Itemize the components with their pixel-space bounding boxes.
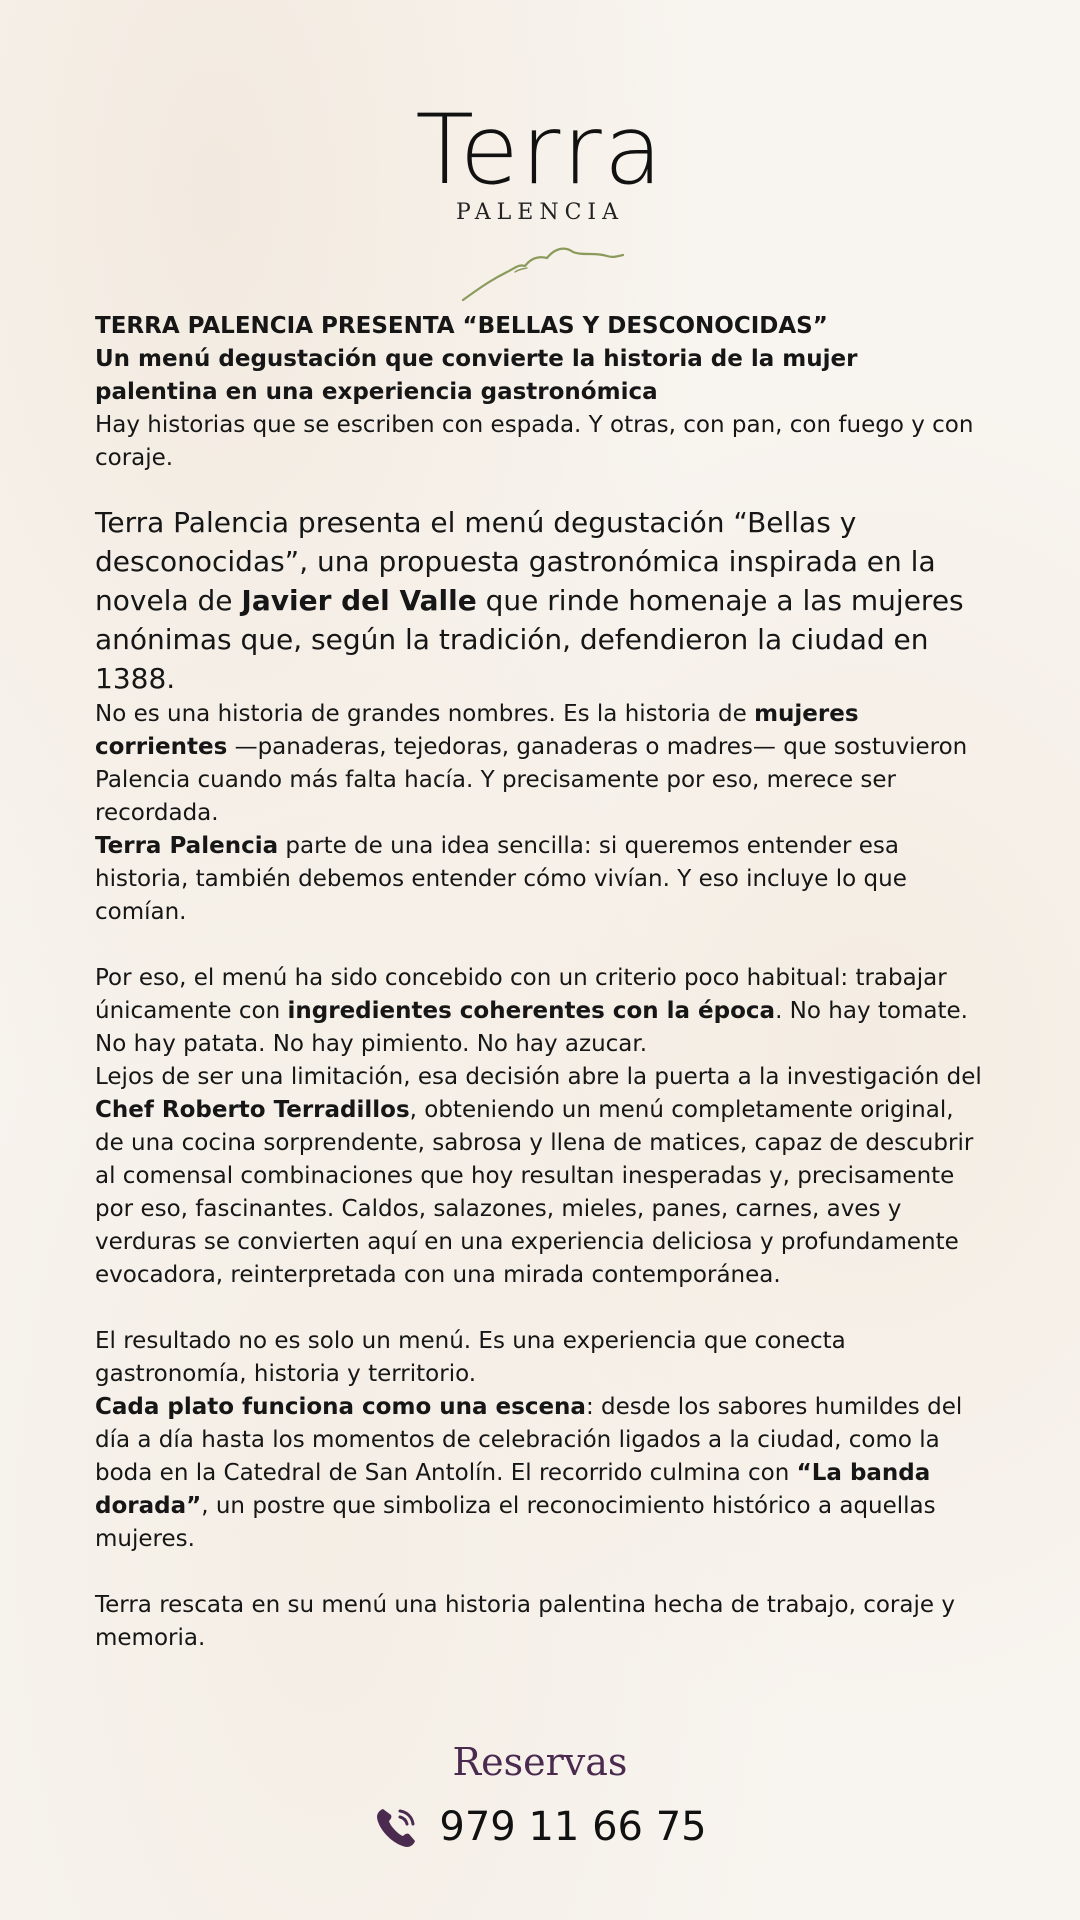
author-name: Javier del Valle <box>241 584 477 617</box>
paragraph-4: Lejos de ser una limitación, esa decisión abre la puerta a la investigación del Chef Roberto Terradillos, obteniendo un menú completamente original, de una cocina sorprendente, sabrosa y llena de matices, capaz de descubrir al comensal combinaciones que hoy resultan inesperadas y, precisamente por eso, fascinantes. Caldos, salazones, mieles, panes, carnes, aves y verduras se convierten aquí en una experiencia deliciosa y profundamente evocadora, reinterpretada con una mirada contemporánea. <box>95 1064 982 1288</box>
paragraph-5: El resultado no es solo un menú. Es una experiencia que conecta gastronomía, historia y territorio. <box>95 1328 846 1387</box>
phone-icon <box>373 1803 421 1851</box>
mountain-icon <box>455 242 625 302</box>
article-subheadline: Un menú degustación que convierte la historia de la mujer palentina en una experiencia gastronómica <box>95 346 858 405</box>
paragraph-3: Por eso, el menú ha sido concebido con un criterio poco habitual: trabajar únicamente con ingredientes coherentes con la época. No hay tomate. No hay patata. No hay pimiento. No hay azucar. <box>95 965 968 1057</box>
paragraph-6: Cada plato funciona como una escena: desde los sabores humildes del día a día hasta los momentos de celebración ligados a la ciudad, como la boda en la Catedral de San Antolín. El recorrido culmina con “La banda dorada”, un postre que simboliza el reconocimiento histórico a aquellas mujeres. <box>95 1394 963 1552</box>
reservations-title: Reservas <box>452 1740 628 1784</box>
header <box>0 94 1080 300</box>
article-lead: Terra Palencia presenta el menú degustación “Bellas y desconocidas”, una propuesta gastronómica inspirada en la novela de Javier del Valle que rinde homenaje a las mujeres anónimas que, según la tradición, defendieron la ciudad en 1388. <box>95 506 964 695</box>
article-intro: Hay historias que se escriben con espada. Y otras, con pan, con fuego y con coraje. <box>95 412 974 471</box>
phone-link[interactable] <box>0 1800 1080 1854</box>
phone-number[interactable]: 979 11 66 75 <box>439 1804 707 1850</box>
article <box>95 310 985 1655</box>
paragraph-1: No es una historia de grandes nombres. Es la historia de mujeres corrientes —panaderas, tejedoras, ganaderas o madres— que sostuvieron Palencia cuando más falta hacía. Y precisamente por eso, merece ser recordada. <box>95 701 968 826</box>
logo-wordmark: Terra <box>415 94 665 206</box>
logo-subtitle: PALENCIA <box>455 200 624 225</box>
paragraph-2: Terra Palencia parte de una idea sencilla: si queremos entender esa historia, también debemos entender cómo vivían. Y eso incluye lo que comían. <box>95 833 907 925</box>
article-headline: TERRA PALENCIA PRESENTA “BELLAS Y DESCONOCIDAS” <box>95 313 828 339</box>
closing-paragraph: Terra rescata en su menú una historia palentina hecha de trabajo, coraje y memoria. <box>95 1592 955 1651</box>
